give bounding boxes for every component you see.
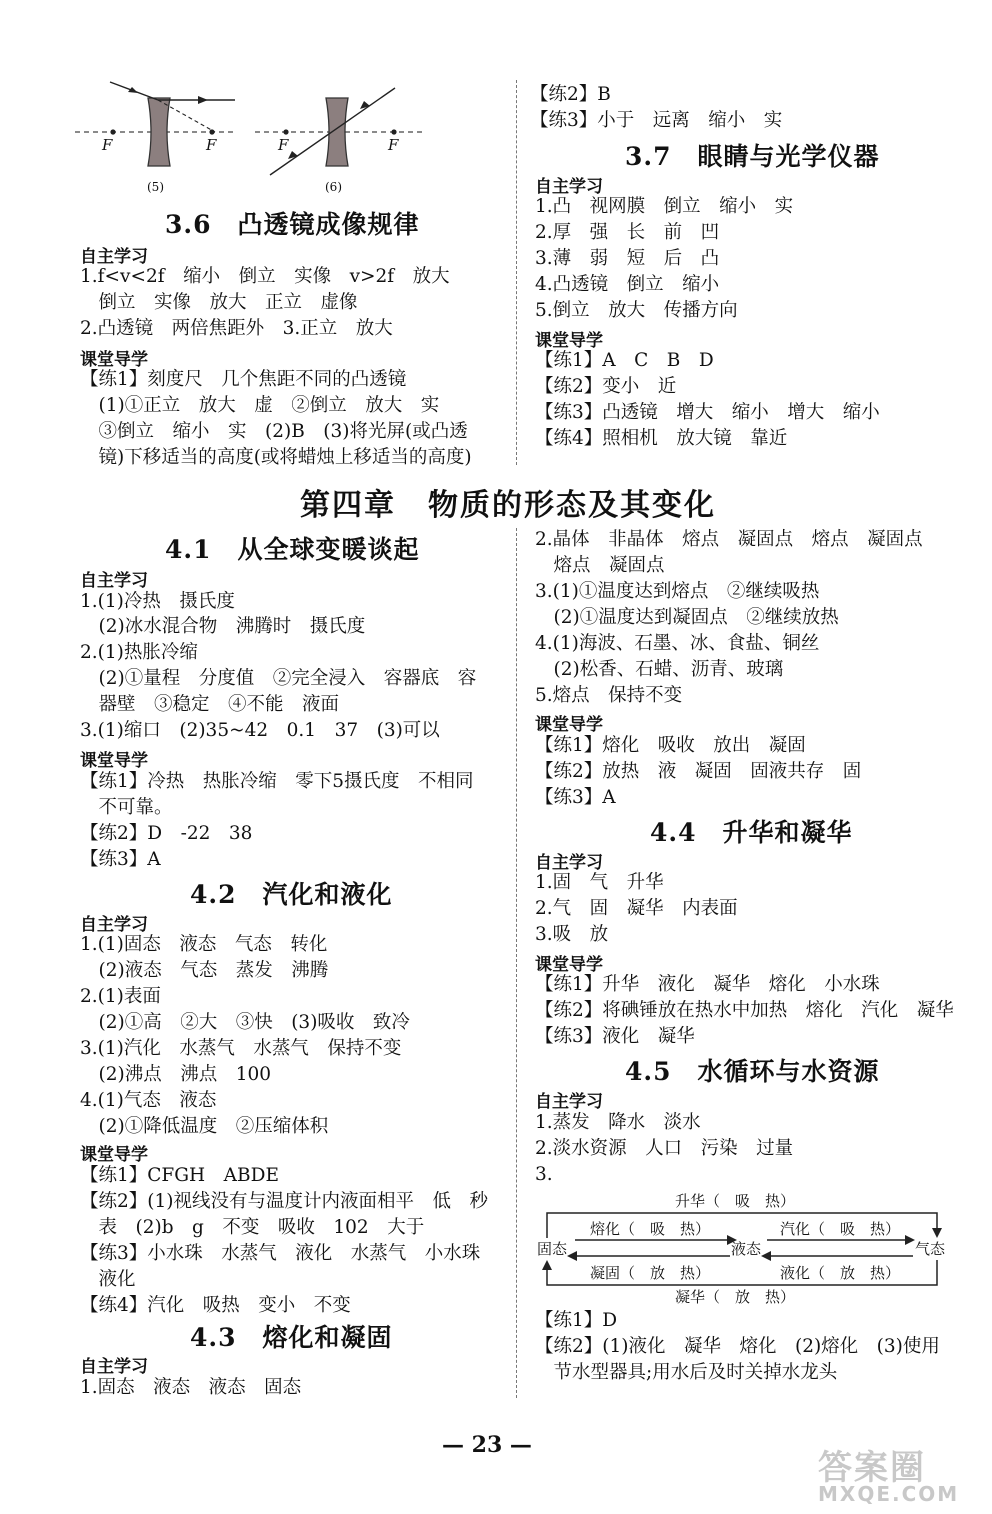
phase-change-diagram [535, 1188, 955, 1308]
ketang-heading: 课堂导学 [535, 331, 603, 351]
section-title-4-4: 4.4 升华和凝华 [650, 818, 853, 847]
section-title-4-3: 4.3 熔化和凝固 [190, 1323, 393, 1352]
zizhu-heading: 自主学习 [535, 177, 603, 197]
answer-line: 【练2】将碘锤放在热水中加热 熔化 汽化 凝华 [535, 1000, 954, 1021]
focus-label-f4: F [388, 136, 399, 154]
page-number: — 23 — [442, 1432, 532, 1458]
answer-line: 不可靠。 [80, 797, 173, 818]
answer-line: 2.气 固 凝华 内表面 [535, 898, 738, 919]
freezing-label: 凝固（ 放 热） [590, 1264, 711, 1282]
ketang-heading: 课堂导学 [535, 955, 603, 975]
answer-line: 【练3】凸透镜 增大 缩小 增大 缩小 [535, 402, 880, 423]
answer-line: 4.(1)气态 液态 [80, 1090, 217, 1111]
answer-line: 2.淡水资源 人口 污染 过量 [535, 1138, 794, 1159]
answer-line: 3.(1)缩口 (2)35~42 0.1 37 (3)可以 [80, 720, 440, 741]
answer-line: (2)液态 气态 蒸发 沸腾 [80, 960, 329, 981]
answer-line: 【练1】冷热 热胀冷缩 零下5摄氏度 不相同 [80, 771, 474, 792]
answer-line: 【练2】放热 液 凝固 固液共存 固 [535, 761, 862, 782]
figure-caption-6: (6) [325, 180, 342, 194]
melting-label: 熔化（ 吸 热） [590, 1220, 711, 1238]
ketang-heading: 课堂导学 [80, 751, 148, 771]
answer-line: 表 (2)b g 不变 吸收 102 大于 [80, 1217, 425, 1238]
liquefaction-label: 液化（ 放 热） [780, 1264, 901, 1282]
answer-line: 1.凸 视网膜 倒立 缩小 实 [535, 196, 794, 217]
answer-line: 倒立 实像 放大 正立 虚像 [80, 292, 358, 313]
liquid-label: 液态 [731, 1240, 762, 1258]
column-divider-top [516, 80, 517, 465]
answer-line: 3.吸 放 [535, 924, 609, 945]
answer-line: (2)①量程 分度值 ②完全浸入 容器底 容 [80, 668, 477, 689]
answer-line: 【练3】小于 远离 缩小 实 [530, 110, 783, 131]
section-title-4-1: 4.1 从全球变暖谈起 [165, 535, 420, 564]
answer-line: 液化 [80, 1269, 136, 1290]
answer-line: 节水型器具;用水后及时关掉水龙头 [535, 1362, 838, 1383]
answer-line: 1.固态 液态 液态 固态 [80, 1377, 302, 1398]
answer-line: 3.薄 弱 短 后 凸 [535, 248, 720, 269]
answer-line: 2.(1)表面 [80, 986, 161, 1007]
focus-label-f2: F [206, 136, 217, 154]
answer-line: 【练1】A C B D [535, 350, 714, 371]
answer-line: 2.厚 强 长 前 凹 [535, 222, 720, 243]
answer-line: 1.蒸发 降水 淡水 [535, 1112, 701, 1133]
answer-line: 【练3】A [80, 849, 161, 870]
zizhu-heading: 自主学习 [80, 247, 148, 267]
gas-label: 气态 [915, 1240, 946, 1258]
watermark-logo: 答案圈 [818, 1448, 926, 1488]
watermark-url: MXQE.COM [818, 1482, 960, 1506]
answer-line: 4.凸透镜 倒立 缩小 [535, 274, 720, 295]
answer-line: (2)①降低温度 ②压缩体积 [80, 1116, 329, 1137]
ketang-heading: 课堂导学 [535, 715, 603, 735]
section-title-4-5: 4.5 水循环与水资源 [625, 1057, 880, 1086]
answer-line: 【练2】(1)视线没有与温度计内液面相平 低 秒 [80, 1191, 488, 1212]
answer-line: 3. [535, 1164, 553, 1185]
answer-line: ③倒立 缩小 实 (2)B (3)将光屏(或凸透 [80, 421, 468, 442]
answer-line: 【练2】B [530, 84, 611, 105]
answer-line: 1.(1)固态 液态 气态 转化 [80, 934, 328, 955]
lens-diagrams [70, 80, 430, 200]
figure-caption-5: (5) [147, 180, 164, 194]
zizhu-heading: 自主学习 [535, 1092, 603, 1112]
answer-line: 1.(1)冷热 摄氏度 [80, 591, 235, 612]
section-title-4-2: 4.2 汽化和液化 [190, 880, 393, 909]
answer-line: 【练1】CFGH ABDE [80, 1165, 279, 1186]
answer-line: (2)冰水混合物 沸腾时 摄氏度 [80, 616, 366, 637]
zizhu-heading: 自主学习 [80, 1357, 148, 1377]
answer-line: 【练2】D -22 38 [80, 823, 253, 844]
answer-line: (2)沸点 沸点 100 [80, 1064, 272, 1085]
answer-line: 1.f<v<2f 缩小 倒立 实像 v>2f 放大 [80, 266, 450, 287]
answer-line: 【练3】小水珠 水蒸气 液化 水蒸气 小水珠 [80, 1243, 481, 1264]
answer-line: 【练4】汽化 吸热 变小 不变 [80, 1295, 351, 1316]
zizhu-heading: 自主学习 [80, 571, 148, 591]
zizhu-heading: 自主学习 [80, 915, 148, 935]
sublimation-label: 升华（ 吸 热） [675, 1192, 796, 1210]
ketang-heading: 课堂导学 [80, 350, 148, 370]
answer-line: 2.凸透镜 两倍焦距外 3.正立 放大 [80, 318, 393, 339]
answer-line: 4.(1)海波、石墨、冰、食盐、铜丝 [535, 633, 820, 654]
solid-label: 固态 [537, 1240, 568, 1258]
answer-line: 5.熔点 保持不变 [535, 685, 683, 706]
answer-line: (2)松香、石蜡、沥青、玻璃 [535, 659, 784, 680]
answer-line: 【练2】变小 近 [535, 376, 677, 397]
answer-line: (2)①高 ②大 ③快 (3)吸收 致冷 [80, 1012, 410, 1033]
answer-line: 【练1】升华 液化 凝华 熔化 小水珠 [535, 974, 880, 995]
column-divider-bottom [516, 528, 517, 1398]
answer-line: 器壁 ③稳定 ④不能 液面 [80, 694, 340, 715]
focus-label-f1: F [102, 136, 113, 154]
answer-line: 熔点 凝固点 [535, 555, 665, 576]
answer-line: 5.倒立 放大 传播方向 [535, 300, 738, 321]
answer-line: 【练3】A [535, 787, 616, 808]
section-title-3-6: 3.6 凸透镜成像规律 [165, 210, 420, 239]
answer-line: 镜)下移适当的高度(或将蜡烛上移适当的高度) [80, 447, 472, 468]
vaporization-label: 汽化（ 吸 热） [780, 1220, 901, 1238]
answer-line: 1.固 气 升华 [535, 872, 664, 893]
answer-line: 【练4】照相机 放大镜 靠近 [535, 428, 788, 449]
lens-ray-diagram [70, 80, 430, 200]
answer-line: 3.(1)汽化 水蒸气 水蒸气 保持不变 [80, 1038, 402, 1059]
answer-line: 2.晶体 非晶体 熔点 凝固点 熔点 凝固点 [535, 529, 923, 550]
ketang-heading: 课堂导学 [80, 1145, 148, 1165]
focus-label-f3: F [278, 136, 289, 154]
chapter-title: 第四章 物质的形态及其变化 [300, 488, 716, 523]
answer-line: 2.(1)热胀冷缩 [80, 642, 198, 663]
answer-line: 【练2】(1)液化 凝华 熔化 (2)熔化 (3)使用 [535, 1336, 940, 1357]
answer-line: (1)①正立 放大 虚 ②倒立 放大 实 [80, 395, 440, 416]
section-title-3-7: 3.7 眼睛与光学仪器 [625, 142, 880, 171]
deposition-label: 凝华（ 放 热） [675, 1288, 796, 1306]
answer-line: (2)①温度达到凝固点 ②继续放热 [535, 607, 839, 628]
answer-line: 【练1】熔化 吸收 放出 凝固 [535, 735, 806, 756]
answer-line: 3.(1)①温度达到熔点 ②继续吸热 [535, 581, 820, 602]
zizhu-heading: 自主学习 [535, 853, 603, 873]
answer-line: 【练1】刻度尺 几个焦距不同的凸透镜 [80, 369, 407, 390]
answer-line: 【练1】D [535, 1310, 618, 1331]
answer-line: 【练3】液化 凝华 [535, 1026, 695, 1047]
